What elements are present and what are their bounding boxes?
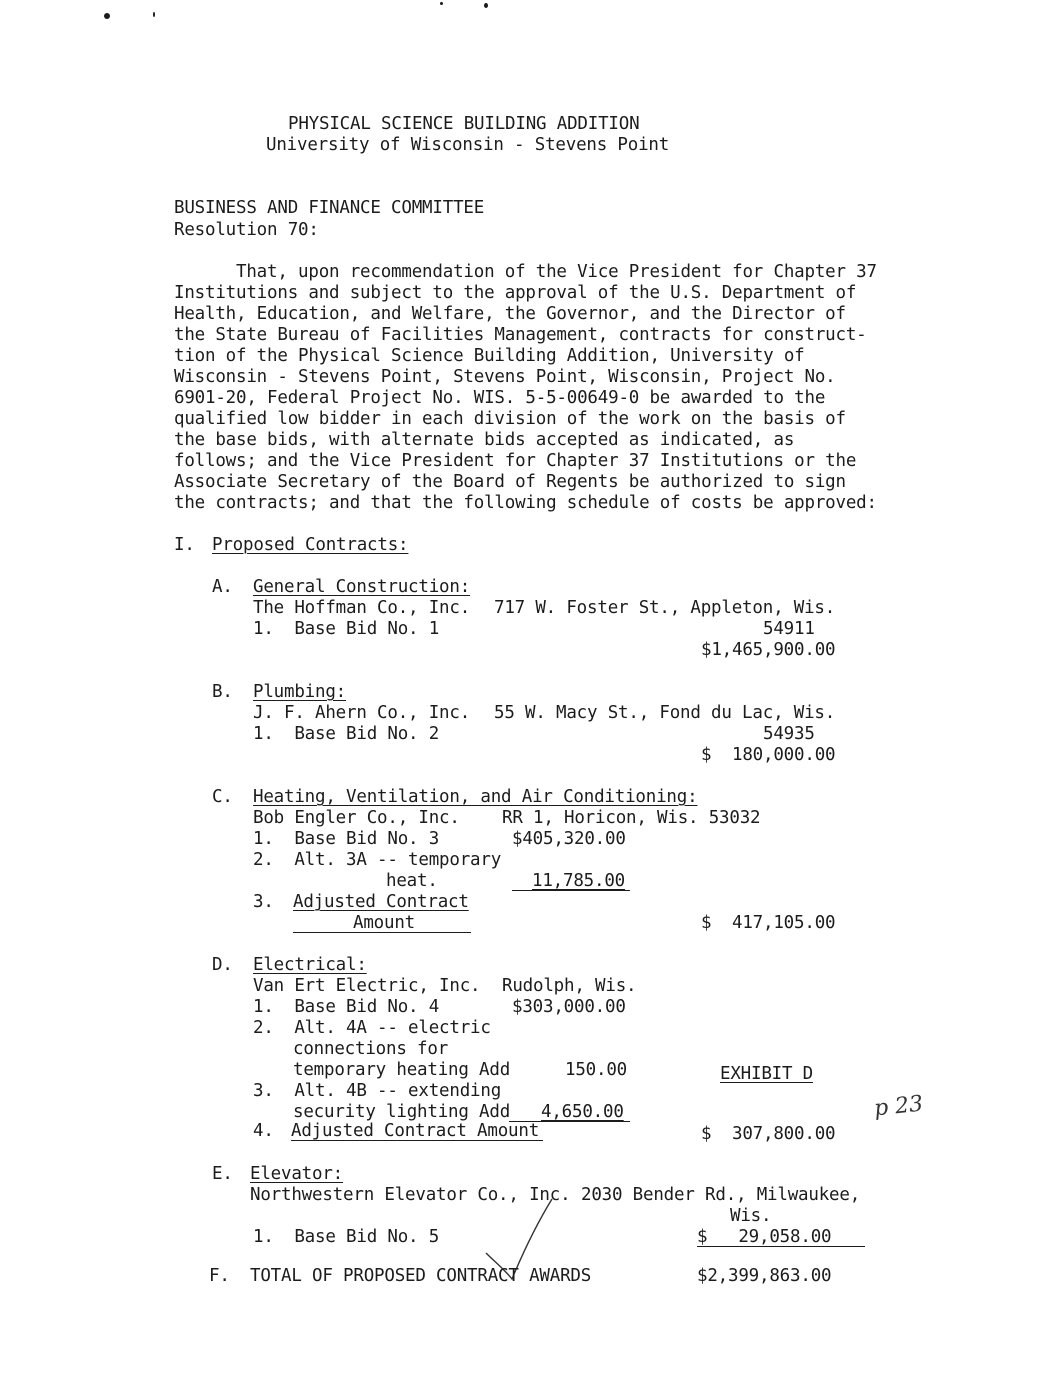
ink-speck [484, 3, 488, 8]
line-item-cont: temporary heating Add [293, 1060, 511, 1080]
contractor-name: Van Ert Electric, Inc. [253, 976, 481, 996]
division-heading: Heating, Ventilation, and Air Conditioning: [253, 787, 698, 807]
contractor-name: Bob Engler Co., Inc. [253, 808, 460, 828]
body-line: Associate Secretary of the Board of Regents be authorized to sign [174, 472, 846, 492]
body-line: the State Bureau of Facilities Management, contracts for construct- [174, 325, 867, 345]
contractor-name: Northwestern Elevator Co., Inc. [250, 1185, 571, 1205]
division-heading: Plumbing: [253, 682, 347, 702]
amount-underline [293, 932, 471, 933]
contractor-name: The Hoffman Co., Inc. [253, 598, 471, 618]
line-amount: 11,785.00 [532, 871, 626, 891]
contractor-address: 2030 Bender Rd., Milwaukee, [581, 1185, 861, 1205]
division-letter: A. [212, 577, 233, 597]
line-item: 2. Alt. 3A -- temporary [253, 850, 502, 870]
zip-code: 54935 [763, 724, 815, 744]
division-letter: E. [212, 1164, 233, 1184]
division-total: $ 180,000.00 [701, 745, 836, 765]
body-line: Institutions and subject to the approval of the U.S. Department of [174, 283, 857, 303]
division-heading: Elevator: [250, 1164, 344, 1184]
contractor-address: 55 W. Macy St., Fond du Lac, Wis. [494, 703, 836, 723]
amount-underline [291, 1140, 543, 1141]
line-amount: 4,650.00 [541, 1102, 624, 1122]
contractor-address: RR 1, Horicon, Wis. 53032 [502, 808, 761, 828]
line-item: 1. Base Bid No. 5 [253, 1227, 440, 1247]
section-number: I. [174, 535, 195, 555]
body-line: 6901-20, Federal Project No. WIS. 5-5-00649-0 be awarded to the [174, 388, 826, 408]
contractor-address: Rudolph, Wis. [502, 976, 637, 996]
amount-underline [512, 890, 630, 891]
body-line: follows; and the Vice President for Chapter 37 Institutions or the [174, 451, 857, 471]
body-line: the contracts; and that the following schedule of costs be approved: [174, 493, 877, 513]
division-total: $ 29,058.00 [697, 1227, 832, 1247]
document-subtitle: University of Wisconsin - Stevens Point [266, 135, 670, 155]
body-line: Wisconsin - Stevens Point, Stevens Point, Wisconsin, Project No. [174, 367, 836, 387]
line-amount: $303,000.00 [512, 997, 626, 1017]
body-line: qualified low bidder in each division of the work on the basis of [174, 409, 846, 429]
ink-speck [440, 2, 443, 5]
body-line: That, upon recommendation of the Vice President for Chapter 37 [174, 262, 877, 282]
exhibit-label: EXHIBIT D [720, 1064, 814, 1084]
grand-total-label: TOTAL OF PROPOSED CONTRACT AWARDS [250, 1266, 592, 1286]
division-letter: D. [212, 955, 233, 975]
resolution-number: Resolution 70: [174, 220, 319, 240]
document-title: PHYSICAL SCIENCE BUILDING ADDITION [288, 114, 640, 134]
division-total: $1,465,900.00 [701, 640, 836, 660]
line-item: 1. Base Bid No. 2 [253, 724, 440, 744]
contractor-address: 717 W. Foster St., Appleton, Wis. [494, 598, 836, 618]
line-item-number: 4. [253, 1121, 274, 1141]
division-total: $ 417,105.00 [701, 913, 836, 933]
line-item-cont: Amount [353, 913, 416, 933]
body-line: the base bids, with alternate bids accepted as indicated, as [174, 430, 795, 450]
line-item-cont: connections for [293, 1039, 449, 1059]
line-item: 2. Alt. 4A -- electric [253, 1018, 491, 1038]
handwritten-note: p 23 [872, 1091, 925, 1122]
line-item: 1. Base Bid No. 1 [253, 619, 440, 639]
line-item: Adjusted Contract Amount [291, 1121, 540, 1141]
body-line: tion of the Physical Science Building Addition, University of [174, 346, 805, 366]
grand-total-amount: $2,399,863.00 [697, 1266, 832, 1286]
contractor-address-cont: Wis. [730, 1206, 772, 1226]
division-heading: General Construction: [253, 577, 471, 597]
committee-heading: BUSINESS AND FINANCE COMMITTEE [174, 198, 485, 218]
body-line: Health, Education, and Welfare, the Governor, and the Director of [174, 304, 846, 324]
line-item-cont: security lighting Add [293, 1102, 511, 1122]
ink-speck [104, 13, 110, 19]
division-total: $ 307,800.00 [701, 1124, 836, 1144]
line-item: 3. Alt. 4B -- extending [253, 1081, 502, 1101]
line-item: 1. Base Bid No. 3 [253, 829, 440, 849]
line-item-number: 3. [253, 892, 274, 912]
line-item-cont: heat. [386, 871, 438, 891]
division-letter: B. [212, 682, 233, 702]
section-heading: Proposed Contracts: [212, 535, 409, 555]
zip-code: 54911 [763, 619, 815, 639]
line-amount: $405,320.00 [512, 829, 626, 849]
division-heading: Electrical: [253, 955, 367, 975]
total-underline [697, 1246, 865, 1247]
ink-speck [153, 12, 155, 17]
division-letter: F. [209, 1266, 230, 1286]
contractor-name: J. F. Ahern Co., Inc. [253, 703, 471, 723]
line-item: 1. Base Bid No. 4 [253, 997, 440, 1017]
line-item: Adjusted Contract [293, 892, 469, 912]
line-amount: 150.00 [565, 1060, 628, 1080]
division-letter: C. [212, 787, 233, 807]
